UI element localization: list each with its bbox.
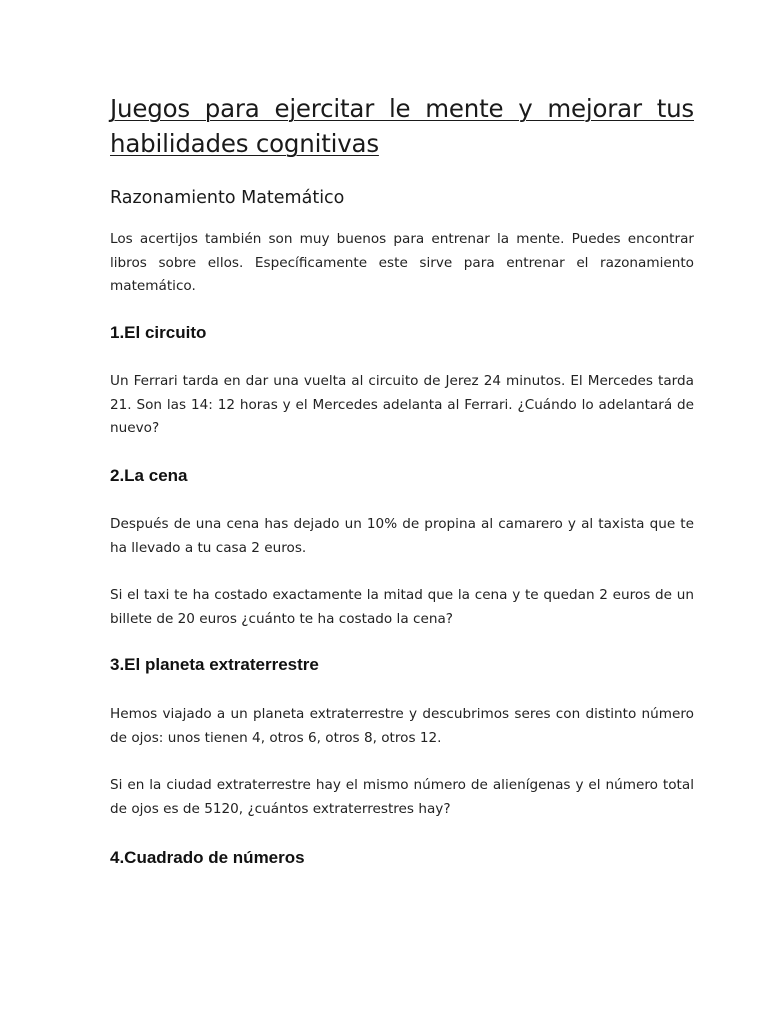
problem-1-heading: 1.El circuito (110, 323, 207, 342)
problem-3-paragraph-1: Hemos viajado a un planeta extraterrestre y descubrimos seres con distinto número de ojos: unos tienen 4, otros 6, otros 8, otros 12. (110, 706, 694, 746)
section-title: Razonamiento Matemático (110, 188, 345, 208)
problem-2-paragraph-1: Después de una cena has dejado un 10% de propina al camarero y al taxista que te ha llevado a tu casa 2 euros. (110, 516, 694, 556)
problem-3-heading: 3.El planeta extraterrestre (110, 655, 319, 674)
problem-2-heading: 2.La cena (110, 466, 188, 485)
problem-2-paragraph-2: Si el taxi te ha costado exactamente la mitad que la cena y te quedan 2 euros de un billete de 20 euros ¿cuánto te ha costado la cena? (110, 587, 694, 627)
problem-4-heading: 4.Cuadrado de números (110, 848, 305, 867)
problem-3-paragraph-2: Si en la ciudad extraterrestre hay el mismo número de alienígenas y el número total de ojos es de 5120, ¿cuántos extraterrestres hay? (110, 777, 694, 817)
problem-1-paragraph-1: Un Ferrari tarda en dar una vuelta al circuito de Jerez 24 minutos. El Mercedes tarda 21. Son las 14: 12 horas y el Mercedes adelanta al Ferrari. ¿Cuándo lo adelantará de nuevo? (110, 373, 694, 436)
intro-paragraph: Los acertijos también son muy buenos para entrenar la mente. Puedes encontrar libros sobre ellos. Específicamente este sirve para entrenar el razonamiento matemático. (110, 231, 694, 294)
document-title: Juegos para ejercitar le mente y mejorar tus habilidades cognitivas (110, 94, 694, 158)
